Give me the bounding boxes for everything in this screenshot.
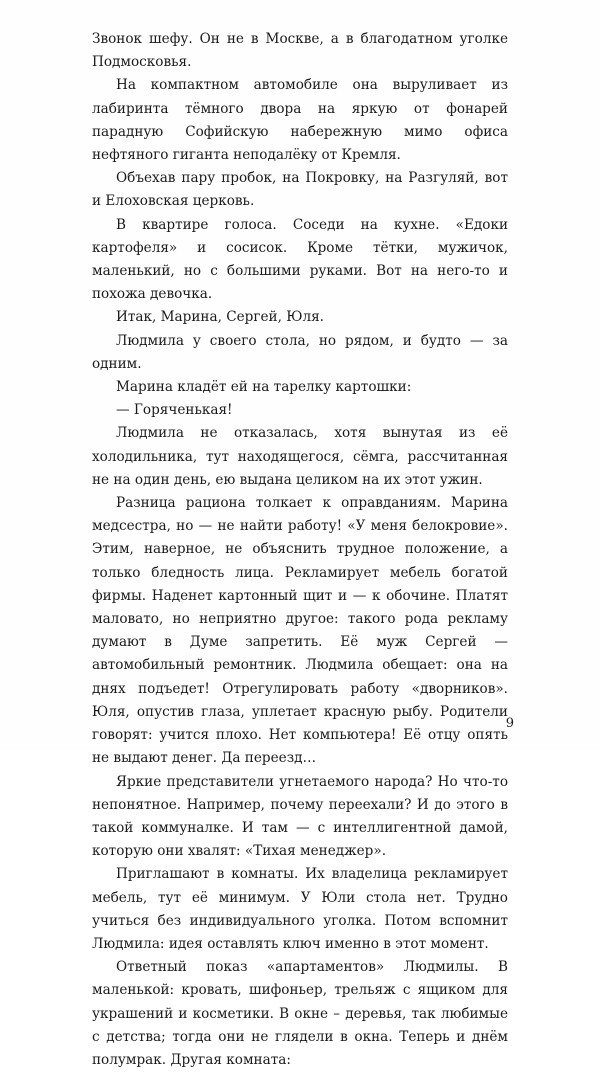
paragraph: Объехав пару пробок, на Покровку, на Разгуляй, вот и Елоховская церковь. bbox=[92, 170, 508, 210]
page-body-text bbox=[92, 28, 508, 1072]
paragraph: На компактном автомобиле она выруливает из лабиринта тёмного двора на яркую от фонарей парадную Софийскую набережную мимо офиса нефтяного гиганта неподалёку от Кремля. bbox=[92, 77, 508, 164]
paragraph: Приглашают в комнаты. Их владелица рекламирует мебель, тут её минимум. У Юли стола нет. Трудно учиться без индивидуального уголка. Потом вспомнит Людмила: идея оставлять ключ именно в этот момент. bbox=[92, 866, 508, 952]
paragraph: Ответный показ «апартаментов» Людмилы. В маленькой: кровать, шифоньер, трельяж с ящиком для украшений и косметики. В окне – деревья, так любимые с детства; тогда они не глядели в окна. Теперь и днём полумрак. Другая комната: bbox=[92, 959, 508, 1068]
page-number: 9 bbox=[505, 716, 514, 731]
paragraph: Марина кладёт ей на тарелку картошки: bbox=[116, 379, 412, 396]
paragraph: Людмила у своего стола, но рядом, и будто — за одним. bbox=[92, 332, 508, 372]
paragraph: Людмила не отказалась, хотя вынутая из её холодильника, тут находящегося, сёмга, рассчитанная не на один день, ею выдана целиком на их этот ужин. bbox=[92, 425, 508, 488]
paragraph: Разница рациона толкает к оправданиям. Марина медсестра, но — не найти работу! «У меня белокровие». Этим, наверное, не объяснить трудное положение, а только бледность лица. Рекламирует мебель богатой фирмы. Наденет картонный щит и — к обочине. Платят маловато, но неприятно другое: такого рода рекламу думают в Думе запретить. Её муж Сергей — автомобильный ремонтник. Людмила обещает: она на днях подъедет! Отрегулировать работу «дворников». Юля, опустив глаза, уплетает красную рыбу. Родители говорят: учится плохо. Нет компьютера! Её отцу опять не выдают денег. Да переезд… bbox=[92, 495, 508, 767]
paragraph: Звонок шефу. Он не в Москве, а в благодатном уголке Подмосковья. bbox=[92, 31, 508, 71]
paragraph: Итак, Марина, Сергей, Юля. bbox=[116, 309, 324, 326]
paragraph: Яркие представители угнетаемого народа? Но что-то непонятное. Например, почему переехали? И до этого в такой коммуналке. И там — с интеллигентной дамой, которую они хвалят: «Тихая менеджер». bbox=[92, 773, 508, 860]
paragraph: — Горяченькая! bbox=[116, 402, 233, 419]
paragraph: В квартире голоса. Соседи на кухне. «Едоки картофеля» и сосисок. Кроме тётки, мужичок, маленький, но с большими руками. Вот на него-то и похожа девочка. bbox=[92, 216, 508, 303]
